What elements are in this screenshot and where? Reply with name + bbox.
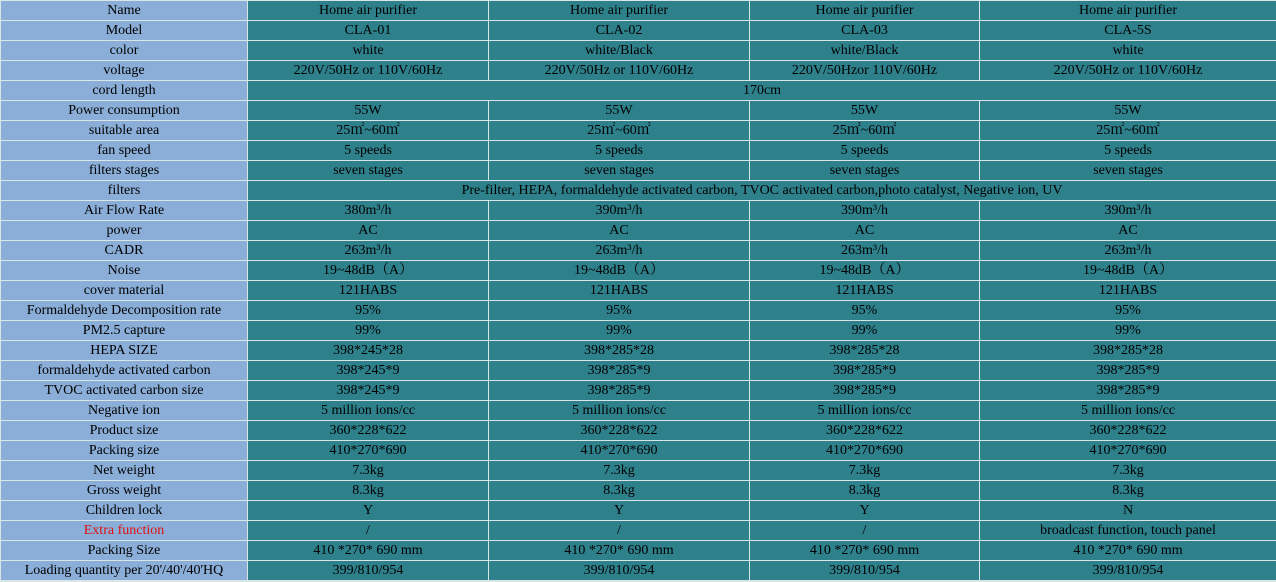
table-cell: white <box>980 41 1276 61</box>
table-row <box>1 141 1276 161</box>
table-row <box>1 201 1276 221</box>
table-cell: 398*285*28 <box>489 341 750 361</box>
table-cell: 25㎡~60㎡ <box>248 121 489 141</box>
table-cell: AC <box>750 221 980 241</box>
table-cell: 19~48dB（A） <box>248 261 489 281</box>
table-row <box>1 461 1276 481</box>
table-row <box>1 441 1276 461</box>
row-label: suitable area <box>1 121 248 141</box>
table-cell: Y <box>248 501 489 521</box>
table-cell: 410 *270* 690 mm <box>750 541 980 561</box>
table-cell: 263m³/h <box>489 241 750 261</box>
table-cell: AC <box>489 221 750 241</box>
table-cell: 8.3kg <box>750 481 980 501</box>
row-label: fan speed <box>1 141 248 161</box>
table-cell: 25㎡~60㎡ <box>750 121 980 141</box>
table-row <box>1 421 1276 441</box>
row-label: Name <box>1 1 248 21</box>
row-label: filters <box>1 181 248 201</box>
row-label: formaldehyde activated carbon <box>1 361 248 381</box>
table-cell: 121HABS <box>750 281 980 301</box>
table-cell: 410*270*690 <box>980 441 1276 461</box>
row-label: Formaldehyde Decomposition rate <box>1 301 248 321</box>
table-row <box>1 161 1276 181</box>
table-cell: 55W <box>248 101 489 121</box>
table-row <box>1 181 1276 201</box>
table-cell: 410*270*690 <box>248 441 489 461</box>
table-cell: 99% <box>489 321 750 341</box>
table-cell: 263m³/h <box>750 241 980 261</box>
row-label: Product size <box>1 421 248 441</box>
row-label: filters stages <box>1 161 248 181</box>
table-row <box>1 41 1276 61</box>
row-label: Noise <box>1 261 248 281</box>
row-label: Power consumption <box>1 101 248 121</box>
table-row <box>1 221 1276 241</box>
table-cell: / <box>750 521 980 541</box>
table-cell: Home air purifier <box>489 1 750 21</box>
table-cell: 55W <box>489 101 750 121</box>
table-cell: 398*285*28 <box>980 341 1276 361</box>
table-cell: / <box>248 521 489 541</box>
table-cell: 8.3kg <box>248 481 489 501</box>
table-row <box>1 81 1276 101</box>
table-cell: 410 *270* 690 mm <box>980 541 1276 561</box>
table-cell: 19~48dB（A） <box>489 261 750 281</box>
table-cell: Home air purifier <box>248 1 489 21</box>
row-label: Loading quantity per 20'/40'/40'HQ <box>1 561 248 582</box>
row-label: power <box>1 221 248 241</box>
table-cell: 19~48dB（A） <box>750 261 980 281</box>
table-cell: 121HABS <box>489 281 750 301</box>
table-cell: 410 *270* 690 mm <box>489 541 750 561</box>
row-label: Packing size <box>1 441 248 461</box>
table-cell: 5 speeds <box>489 141 750 161</box>
table-cell: 99% <box>248 321 489 341</box>
row-label: TVOC activated carbon size <box>1 381 248 401</box>
table-cell: 7.3kg <box>489 461 750 481</box>
table-cell: 5 speeds <box>980 141 1276 161</box>
table-cell: 7.3kg <box>248 461 489 481</box>
table-cell: 95% <box>980 301 1276 321</box>
table-cell: 410 *270* 690 mm <box>248 541 489 561</box>
table-cell: N <box>980 501 1276 521</box>
table-cell: 95% <box>489 301 750 321</box>
table-cell: / <box>489 521 750 541</box>
table-cell: 220V/50Hz or 110V/60Hz <box>248 61 489 81</box>
row-label: PM2.5 capture <box>1 321 248 341</box>
table-row <box>1 381 1276 401</box>
table-cell: 8.3kg <box>489 481 750 501</box>
table-cell: 398*285*9 <box>750 381 980 401</box>
row-label: voltage <box>1 61 248 81</box>
row-label: Packing Size <box>1 541 248 561</box>
table-cell: Home air purifier <box>750 1 980 21</box>
spec-table-body <box>1 1 1276 582</box>
table-cell: 55W <box>980 101 1276 121</box>
table-cell: 360*228*622 <box>980 421 1276 441</box>
table-cell: white/Black <box>750 41 980 61</box>
table-cell: 220V/50Hz or 110V/60Hz <box>489 61 750 81</box>
table-cell: 399/810/954 <box>750 561 980 582</box>
table-cell: 55W <box>750 101 980 121</box>
table-cell: 410*270*690 <box>750 441 980 461</box>
table-cell: 398*245*28 <box>248 341 489 361</box>
table-row <box>1 501 1276 521</box>
table-row <box>1 361 1276 381</box>
table-cell: 390m³/h <box>750 201 980 221</box>
table-cell: 399/810/954 <box>980 561 1276 582</box>
table-cell: 8.3kg <box>980 481 1276 501</box>
table-cell: white <box>248 41 489 61</box>
table-cell: 398*285*9 <box>489 361 750 381</box>
table-cell: 390m³/h <box>489 201 750 221</box>
table-cell: 7.3kg <box>980 461 1276 481</box>
row-label: Gross weight <box>1 481 248 501</box>
table-cell: 25㎡~60㎡ <box>980 121 1276 141</box>
table-cell: 398*245*9 <box>248 381 489 401</box>
table-cell: seven stages <box>248 161 489 181</box>
table-cell: 121HABS <box>248 281 489 301</box>
table-row <box>1 261 1276 281</box>
table-row <box>1 321 1276 341</box>
table-cell: AC <box>248 221 489 241</box>
table-row <box>1 301 1276 321</box>
table-cell: 398*285*9 <box>980 381 1276 401</box>
row-label: Children lock <box>1 501 248 521</box>
row-label: Air Flow Rate <box>1 201 248 221</box>
table-cell: 121HABS <box>980 281 1276 301</box>
table-cell: seven stages <box>980 161 1276 181</box>
table-cell: 5 million ions/cc <box>750 401 980 421</box>
table-cell: 5 million ions/cc <box>489 401 750 421</box>
table-cell: 263m³/h <box>248 241 489 261</box>
row-label: CADR <box>1 241 248 261</box>
table-cell: 380m³/h <box>248 201 489 221</box>
table-cell: AC <box>980 221 1276 241</box>
table-cell: 360*228*622 <box>489 421 750 441</box>
table-cell: 99% <box>980 321 1276 341</box>
row-label: color <box>1 41 248 61</box>
table-cell: 360*228*622 <box>750 421 980 441</box>
table-row <box>1 341 1276 361</box>
table-cell: CLA-5S <box>980 21 1276 41</box>
table-cell: 220V/50Hz or 110V/60Hz <box>980 61 1276 81</box>
table-cell: 5 speeds <box>248 141 489 161</box>
table-cell: Home air purifier <box>980 1 1276 21</box>
merged-cell: Pre-filter, HEPA, formaldehyde activated carbon, TVOC activated carbon,photo catalyst, Negative ion, UV <box>248 181 1276 201</box>
table-cell: 5 million ions/cc <box>248 401 489 421</box>
table-row <box>1 561 1276 582</box>
table-cell: 410*270*690 <box>489 441 750 461</box>
table-cell: 360*228*622 <box>248 421 489 441</box>
table-cell: 398*285*9 <box>489 381 750 401</box>
table-cell: 5 speeds <box>750 141 980 161</box>
merged-cell: 170cm <box>248 81 1276 101</box>
table-cell: 25㎡~60㎡ <box>489 121 750 141</box>
row-label: Extra function <box>1 521 248 541</box>
table-row <box>1 541 1276 561</box>
table-cell: broadcast function, touch panel <box>980 521 1276 541</box>
row-label: Net weight <box>1 461 248 481</box>
table-cell: 398*285*9 <box>750 361 980 381</box>
table-row <box>1 401 1276 421</box>
table-row <box>1 1 1276 21</box>
table-cell: 398*285*9 <box>980 361 1276 381</box>
table-cell: 7.3kg <box>750 461 980 481</box>
table-cell: 19~48dB（A） <box>980 261 1276 281</box>
table-cell: 399/810/954 <box>489 561 750 582</box>
table-cell: 398*285*28 <box>750 341 980 361</box>
table-cell: Y <box>750 501 980 521</box>
table-cell: white/Black <box>489 41 750 61</box>
table-cell: seven stages <box>489 161 750 181</box>
table-row <box>1 481 1276 501</box>
table-row <box>1 241 1276 261</box>
table-cell: CLA-02 <box>489 21 750 41</box>
table-row <box>1 21 1276 41</box>
row-label: cord length <box>1 81 248 101</box>
row-label: Negative ion <box>1 401 248 421</box>
table-row <box>1 521 1276 541</box>
row-label: cover material <box>1 281 248 301</box>
table-cell: 398*245*9 <box>248 361 489 381</box>
table-cell: 5 million ions/cc <box>980 401 1276 421</box>
table-row <box>1 281 1276 301</box>
row-label: HEPA SIZE <box>1 341 248 361</box>
table-row <box>1 121 1276 141</box>
table-cell: 263m³/h <box>980 241 1276 261</box>
table-cell: 95% <box>248 301 489 321</box>
table-cell: CLA-03 <box>750 21 980 41</box>
table-cell: 399/810/954 <box>248 561 489 582</box>
table-cell: 99% <box>750 321 980 341</box>
table-cell: 95% <box>750 301 980 321</box>
table-cell: Y <box>489 501 750 521</box>
table-cell: seven stages <box>750 161 980 181</box>
table-cell: 390m³/h <box>980 201 1276 221</box>
table-row <box>1 101 1276 121</box>
table-cell: 220V/50Hzor 110V/60Hz <box>750 61 980 81</box>
table-cell: CLA-01 <box>248 21 489 41</box>
row-label: Model <box>1 21 248 41</box>
table-row <box>1 61 1276 81</box>
